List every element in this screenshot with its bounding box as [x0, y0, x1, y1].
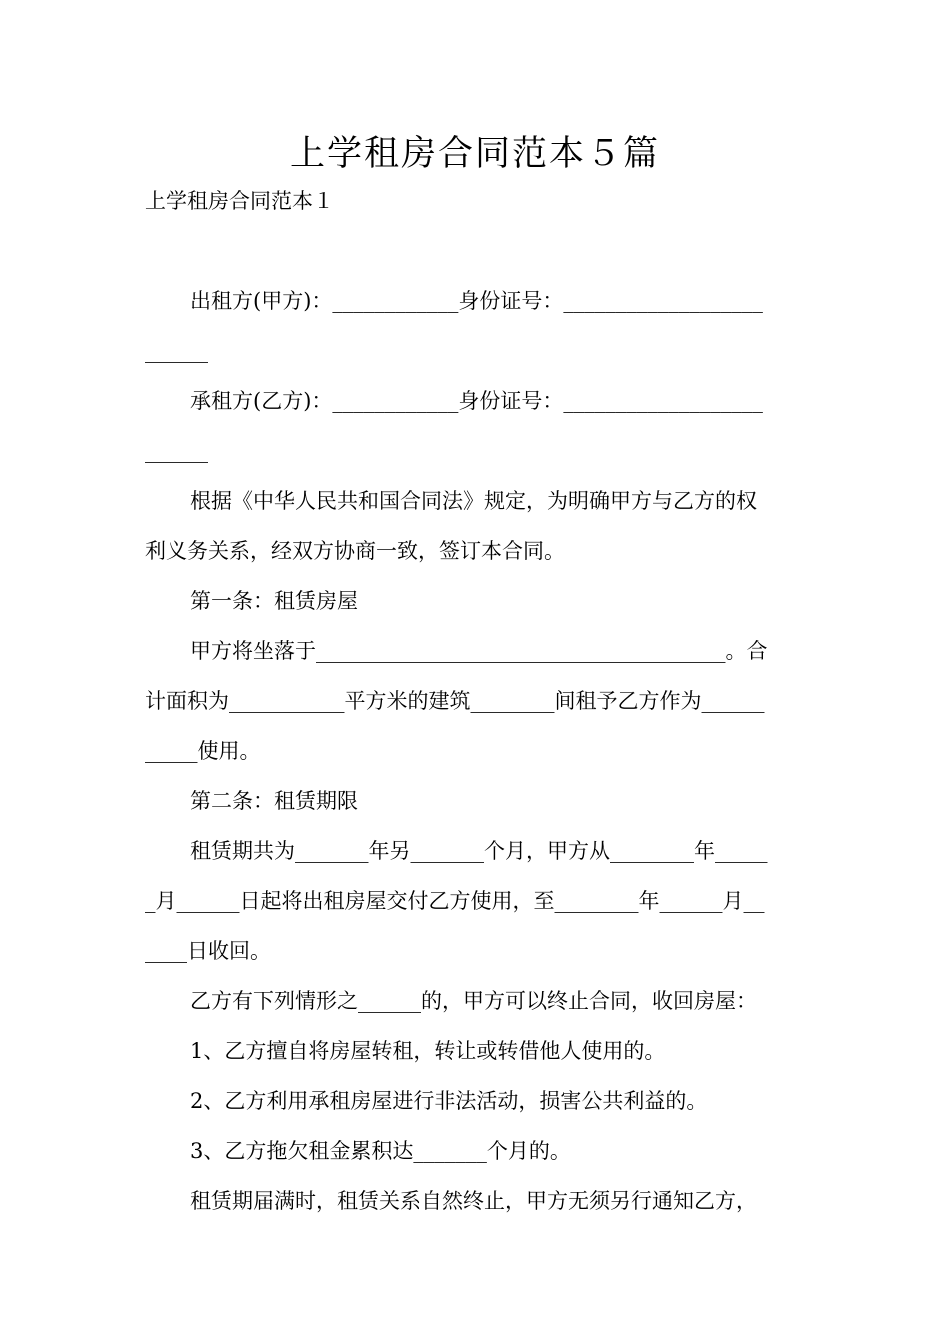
- list-item: 2、乙方利用承租房屋进行非法活动，损害公共利益的。: [190, 1089, 708, 1113]
- lessor-line: 出租方(甲方)：____________身份证号：___________________: [190, 289, 763, 313]
- article-2-paragraph-cont: _月______日起将出租房屋交付乙方使用，至________年______月__: [145, 889, 765, 913]
- article-2-heading: 第二条：租赁期限: [190, 789, 358, 813]
- preamble-paragraph-cont: 利义务关系，经双方协商一致，签订本合同。: [145, 539, 565, 563]
- article-1-paragraph-cont: 计面积为___________平方米的建筑________间租予乙方作为______: [145, 689, 765, 713]
- lessee-line: 承租方(乙方)：____________身份证号：___________________: [190, 389, 763, 413]
- article-2-paragraph: 租赁期共为_______年另_______个月，甲方从________年_____: [190, 839, 768, 863]
- expiry-paragraph: 租赁期届满时，租赁关系自然终止，甲方无须另行通知乙方，: [190, 1189, 757, 1213]
- list-item: 3、乙方拖欠租金累积达_______个月的。: [190, 1139, 571, 1163]
- article-2-paragraph-end: ____日收回。: [145, 939, 271, 963]
- article-1-heading: 第一条：租赁房屋: [190, 589, 358, 613]
- preamble-paragraph: 根据《中华人民共和国合同法》规定，为明确甲方与乙方的权: [190, 489, 757, 513]
- article-1-paragraph-end: _____使用。: [145, 739, 261, 763]
- lessee-line-cont: ______: [145, 439, 208, 463]
- article-1-paragraph: 甲方将坐落于_______________________________________。合: [190, 639, 768, 663]
- termination-paragraph: 乙方有下列情形之______的，甲方可以终止合同，收回房屋：: [190, 989, 757, 1013]
- list-item: 1、乙方擅自将房屋转租，转让或转借他人使用的。: [190, 1039, 666, 1063]
- document-subtitle: 上学租房合同范本１: [145, 189, 334, 213]
- document-title: 上学租房合同范本５篇: [289, 134, 660, 174]
- lessor-line-cont: ______: [145, 339, 208, 363]
